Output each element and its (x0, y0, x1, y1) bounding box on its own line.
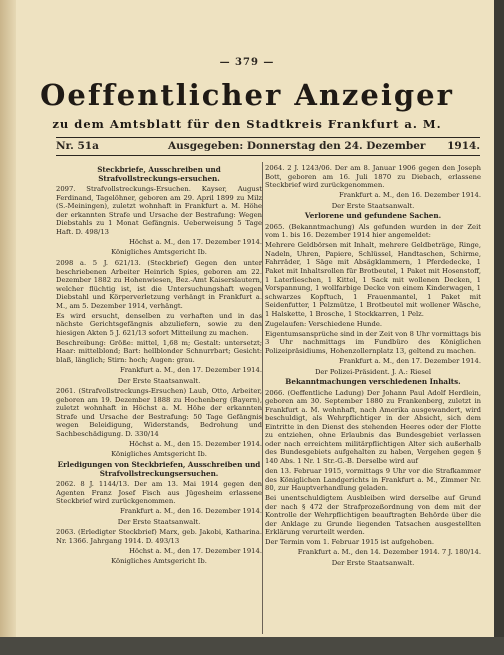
section-heading: Erledigungen von Steckbriefen, Ausschreiben und Strafvollstreckungsersuchen. (57, 460, 261, 478)
signature-line: Königliches Amtsgericht Ib. (111, 557, 207, 566)
signature-line: Frankfurt a. M., den 14. Dezember 1914. 7 J. 180/14. (297, 548, 481, 557)
notice-paragraph: Der Termin vom 1. Februar 1915 ist aufgehoben. (265, 538, 435, 547)
newspaper-subtitle: zu dem Amtsblatt für den Stadtkreis Frankfurt a. M. (52, 117, 442, 131)
signature-line: Der Erste Staatsanwalt. (117, 517, 201, 526)
signature-line: Der Erste Staatsanwalt. (331, 201, 415, 210)
issue-number: Nr. 51a (56, 140, 99, 152)
signature-line: Frankfurt a. M., den 16. Dezember 1914. (119, 507, 262, 516)
signature-line: Höchst a. M., den 15. Dezember 1914. (128, 439, 262, 448)
notice-paragraph: 2098 a. 5 J. 621/13. (Steckbrief) Gegen den unter beschriebenen Arbeiter Heinrich Spies, geboren am 22. Dezember 1882 zu Hohenwiesen, Bez.-Amt Kaiserslautern, welcher flüchtig ist, ist die Untersuchungshaft wegen Diebstahl und Körperverletzung verhängt in Frankfurt a. M., am 5. Dezember 1914, verhängt. (56, 258, 262, 310)
page-number: — 379 — (219, 57, 275, 68)
notice-paragraph: Beschreibung: Größe: mittel, 1,68 m; Gestalt: untersetzt; Haar: mittelblond; Bart: hellblonder Schnurrbart; Gesicht: blaß, länglich; Stirn: hoch; Augen: grau. (56, 338, 262, 364)
section-heading: Verlorene und gefundene Sachen. (304, 211, 442, 221)
column-divider (262, 162, 263, 634)
header-top-rule (56, 137, 480, 138)
section-heading: Steckbriefe, Ausschreiben und Strafvollstreckungs-ersuchen. (97, 165, 221, 183)
issue-line (56, 140, 480, 154)
signature-line: Der Erste Staatsanwalt. (331, 559, 415, 568)
signature-line: Höchst a. M., den 17. Dezember 1914. (128, 546, 262, 555)
notice-paragraph: Bei unentschuldigtem Ausbleiben wird derselbe auf Grund der nach § 472 der Strafprozeßordnung von dem mit der Kontrolle der Wehrpflichtigen beauftragten Behörde über die der Anklage zu Grunde liegenden Tatsachen ausgestellten Erklärung verurteilt werden. (265, 494, 481, 537)
left-column (56, 164, 262, 634)
notice-paragraph: 2097. Strafvollstreckungs-Ersuchen. Kayser, August Ferdinand, Tagelöhner, geboren am 29. April 1899 zu Milz (S.-Meiningen), zuletzt wohnhaft in Frankfurt a. M. Höhe der erkannten Strafe und Ursache der Bestrafung: Wegen Diebstahls zu 1 Monat Gefängnis. Ueberweisung 5 Tage Haft. D. 498/13 (56, 185, 262, 236)
right-column (265, 164, 481, 634)
notice-paragraph: den 13. Februar 1915, vormittags 9 Uhr vor die Strafkammer des Königlichen Landgerichts in Frankfurt a. M., Zimmer Nr. 80, zur Hauptverhandlung geladen. (265, 467, 481, 493)
notice-paragraph: 2062. 8 J. 1144/13. Der am 13. Mai 1914 gegen den Agenten Franz Josef Fisch aus Jügesheim erlassene Steckbrief wird zurückgenommen. (56, 480, 262, 506)
signature-line: Frankfurt a. M., den 17. Dezember 1914. (119, 366, 262, 375)
section-heading: Bekanntmachungen verschiedenen Inhalts. (285, 377, 461, 387)
issue-date: Ausgegeben: Donnerstag den 24. Dezember (168, 140, 426, 152)
notice-paragraph: 2064. 2 J. 1243/06. Der am 8. Januar 1906 gegen den Joseph Bott, geboren am 16. Juli 1870 zu Diebach, erlassene Steckbrief wird zurückgenommen. (265, 164, 481, 190)
signature-line: Frankfurt a. M., den 17. Dezember 1914. (338, 356, 481, 365)
header-bottom-rule (56, 155, 480, 156)
notice-paragraph: Mehrere Geldbörsen mit Inhalt, mehrere Geldbeträge, Ringe, Nadeln, Uhren, Papiere, Schlüssel, Handtaschen, Schirme, Fahrräder, 1 Säge mit Absägklammern, 1 Pferdedecke, 1 Paket mit Inhaltsrollen für Brotbeutel, 1 Paket mit Hosenstoff, 1 Laterlieschen, 1 Kittel, 1 Sack mit wollenen Decken, 1 Vorspannung, 1 wollfarbige Decke von einem Kinderwagen, 1 schwarzes Kopftuch, 1 Frauenmantel, 1 Paket mit Seidenfutter, 1 Pelzmütze, 1 Brotbeutel mit wollener Wäsche, 1 Halskette, 1 Brosche, 1 Stockkarren, 1 Pelz. (265, 241, 481, 318)
signature-line: Königliches Amtsgericht Ib. (111, 450, 207, 459)
issue-year: 1914. (447, 140, 480, 152)
signature-line: Der Erste Staatsanwalt. (117, 376, 201, 385)
notice-paragraph: 2065. (Bekanntmachung) Als gefunden wurden in der Zeit vom 1. bis 16. Dezember 1914 hier angemeldet: (265, 222, 481, 240)
signature-line: Höchst a. M., den 17. Dezember 1914. (128, 237, 262, 246)
newspaper-title: Oeffentlicher Anzeiger (40, 78, 454, 112)
notice-paragraph: Eigentumsansprüche sind in der Zeit von 8 Uhr vormittags bis 3 Uhr nachmittags im Fundbüro des Königlichen Polizeipräsidiums, Hohenzollernplatz 13, geltend zu machen. (265, 329, 481, 355)
notice-paragraph: 2061. (Strafvollstreckungs-Ersuchen) Laub, Otto, Arbeiter, geboren am 19. Dezember 1888 zu Hochenberg (Bayern), zuletzt wohnhaft in Höchst a. M. Höhe der erkannten Strafe und Ursache der Bestrafung: 50 Tage Gefängnis wegen Beleidigung, Widerstands, Bedrohung und Sachbeschädigung. D. 330/14 (56, 387, 262, 438)
scan-shadow-right (494, 0, 504, 655)
scan-shadow-bottom (0, 637, 504, 655)
notice-paragraph: 2066. (Oeffentliche Ladung) Der Johann Paul Adolf Herdlein, geboren am 30. September 1880 zu Frankenberg, zuletzt in Frankfurt a. M. wohnhaft, nach Amerika ausgewandert, wird beschuldigt, als Wehrpflichtiger in der Absicht, sich dem Eintritte in den Dienst des stehenden Heeres oder der Flotte zu entziehen, ohne Erlaubnis das Bundesgebiet verlassen oder nach erreichtem militärpflichtigen Alter sich außerhalb des Bundesgebiets aufgehalten zu haben, Vergehen gegen § 140 Abs. 1 Nr. 1 Str.-G.-B. Derselbe wird auf (265, 388, 481, 465)
signature-line: Der Polizei-Präsident. J. A.: Riesel (314, 367, 432, 376)
signature-line: Königliches Amtsgericht Ib. (111, 248, 207, 257)
signature-line: Frankfurt a. M., den 16. Dezember 1914. (338, 191, 481, 200)
notice-paragraph: Zugelaufen: Verschiedene Hunde. (265, 319, 383, 328)
notice-paragraph: Es wird ersucht, denselben zu verhaften und in das nächste Gerichtsgefängnis abzuliefern, sowie zu den hiesigen Akten 5 J. 621/13 sofort Mitteilung zu machen. (56, 311, 262, 337)
notice-paragraph: 2063. (Erledigter Steckbrief) Marx, geb. Jakobi, Katharina. Nr. 1366. Jahrgang 1914. D. 493/13 (56, 528, 262, 545)
